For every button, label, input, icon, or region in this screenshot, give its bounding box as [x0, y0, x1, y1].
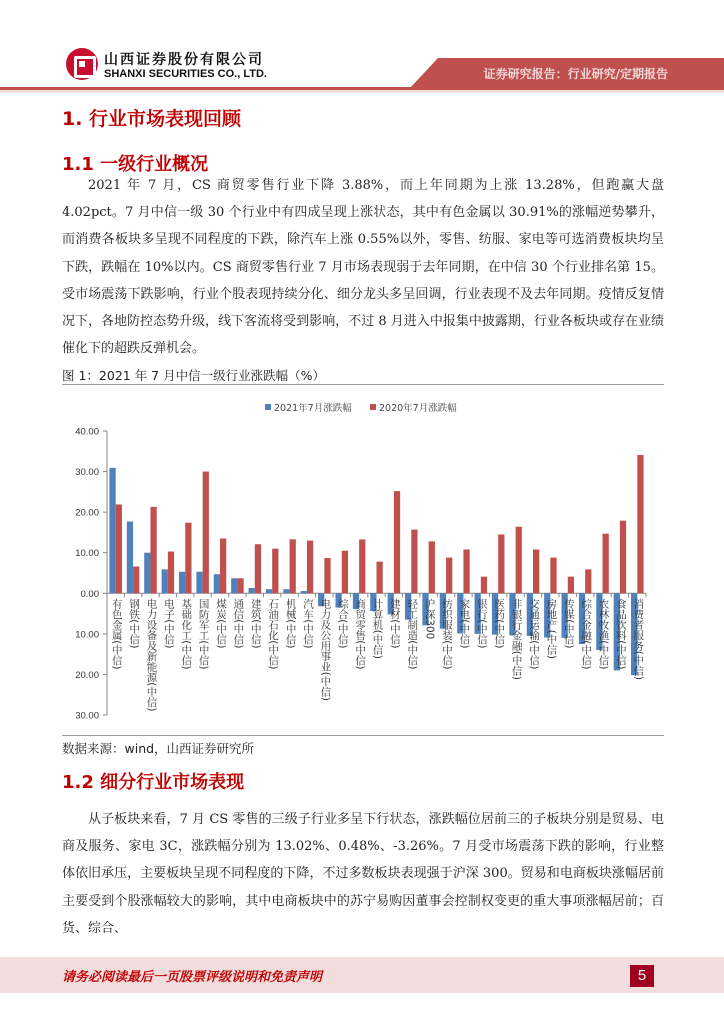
caption-divider [62, 384, 664, 385]
bar-2021 [214, 574, 220, 593]
bar-2020 [290, 539, 296, 593]
bar-2020 [307, 541, 313, 594]
x-tick-label: 计算机(中信) [371, 598, 384, 659]
figure-caption: 图 1：2021 年 7 月中信一级行业涨跌幅（%） [62, 368, 325, 383]
x-tick-label: 非银行金融(中信) [510, 598, 523, 680]
y-tick-label: 0.00 [80, 588, 99, 600]
bar-2021 [196, 572, 202, 594]
bar-2020 [568, 577, 574, 594]
y-tick-label: 20.00 [75, 507, 99, 519]
y-tick-label: 10.00 [75, 548, 99, 560]
bar-chart [0, 390, 724, 735]
bar-2020 [185, 523, 191, 594]
x-tick-label: 石油石化(中信) [267, 598, 280, 670]
x-tick-label: 银行(中信) [475, 598, 488, 649]
bar-2021 [179, 572, 185, 594]
legend-label-2020: 2020年7月涨跌幅 [379, 403, 457, 414]
bar-2020 [550, 558, 556, 594]
bar-2021 [109, 468, 115, 593]
y-tick-label: 30.00 [75, 467, 99, 479]
x-tick-label: 电力及公用事业(中信) [319, 598, 332, 701]
company-logo-icon [66, 48, 98, 80]
x-tick-label: 消费者服务(中信) [632, 598, 645, 680]
x-tick-label: 通信(中信) [232, 598, 245, 649]
bar-2020 [237, 578, 243, 593]
x-tick-label: 轻工制造(中信) [406, 598, 419, 670]
x-tick-label: 建材(中信) [388, 598, 401, 649]
x-tick-label: 纺织服装(中信) [441, 598, 454, 670]
bar-2020 [394, 491, 400, 593]
x-tick-label: 建筑(中信) [249, 598, 262, 649]
company-name-cn: 山西证券股份有限公司 [104, 52, 264, 68]
x-tick-label: 沪深300 [423, 598, 436, 640]
bar-2020 [585, 569, 591, 593]
x-tick-label: 家电(中信) [458, 598, 471, 649]
x-tick-label: 有色金属(中信) [110, 598, 123, 670]
bar-2020 [481, 577, 487, 594]
x-tick-label: 汽车(中信) [301, 598, 314, 649]
x-tick-label: 食品饮料(中信) [614, 598, 627, 670]
bar-2021 [127, 521, 133, 593]
bar-2020 [150, 507, 156, 593]
y-tick-label: 30.00 [75, 710, 99, 722]
bar-2020 [220, 539, 226, 594]
bar-2021 [249, 588, 255, 593]
x-tick-label: 农林牧渔(中信) [597, 598, 610, 670]
bar-2020 [377, 562, 383, 594]
bar-2020 [203, 472, 209, 594]
bar-2020 [255, 544, 261, 593]
x-tick-label: 医药(中信) [493, 598, 506, 649]
bar-2021 [266, 589, 272, 593]
subsection-title: 1.1 一级行业概况 [62, 154, 209, 175]
page-number: 5 [630, 965, 654, 987]
company-name-en: SHANXI SECURITIES CO., LTD. [104, 68, 267, 80]
x-tick-label: 电力设备及新能源(中信) [145, 598, 158, 712]
subsection-title: 1.2 细分行业市场表现 [62, 772, 245, 793]
bar-2020 [637, 455, 643, 593]
x-tick-label: 房地产(中信) [545, 598, 558, 659]
bar-2020 [498, 534, 504, 593]
body-paragraph: 2021 年 7 月，CS 商贸零售行业下降 3.88%，而上年同期为上涨 13.28%，但跑赢大盘 4.02pct。7 月中信一级 30 个行业中有四成呈现上涨状态，其中有色金属以 30.91%的涨幅逆势攀升，而消费各板块多呈现不同程度的下跌，除汽车上涨 0.55%以外，零售、纺服、家电等可选消费板块均呈下跌，跌幅在 10%以内。CS 商贸零售行业 7 月市场表现弱于去年同期，在中信 30 个行业排名第 15。受市场震荡下跌影响，行业个股表现持续分化、细分龙头多呈回调，行业表现不及去年同期。疫情反复情况下，各地防控态势升级，线下客流将受到影响，不过 8 月进入中报集中披露期，行业各板块或存在业绩催化下的超跌反弹机会。 [62, 178, 664, 357]
legend-label-2021: 2021年7月涨跌幅 [274, 403, 352, 414]
x-tick-label: 国防军工(中信) [197, 598, 210, 670]
bar-2020 [516, 527, 522, 594]
x-tick-label: 基础化工(中信) [180, 598, 193, 670]
x-tick-label: 综合金融(中信) [580, 598, 593, 670]
bar-2020 [168, 551, 174, 593]
bar-2020 [272, 549, 278, 594]
bar-2020 [324, 558, 330, 593]
chart-legend [265, 402, 457, 414]
y-tick-label: 20.00 [75, 669, 99, 681]
bar-2020 [429, 541, 435, 593]
bar-2020 [342, 551, 348, 594]
bar-2021 [144, 553, 150, 594]
bar-2020 [116, 504, 122, 593]
x-tick-label: 综合(中信) [336, 598, 349, 649]
x-tick-label: 钢铁(中信) [128, 598, 141, 649]
bar-2020 [359, 539, 365, 593]
legend-swatch-2021 [265, 404, 271, 410]
bar-2021 [301, 591, 307, 593]
legend-swatch-2020 [370, 404, 376, 410]
x-tick-label: 交通运输(中信) [527, 598, 540, 670]
x-tick-label: 电子(中信) [162, 598, 175, 649]
x-tick-label: 煤炭(中信) [215, 598, 228, 649]
body-paragraph: 从子板块来看，7 月 CS 零售的三级子行业多呈下行状态，涨跌幅位居前三的子板块分别是贸易、电商及服务、家电 3C，涨跌幅分别为 13.02%、0.48%、-3.26%。7 月受市场震荡下跌的影响，行业整体依旧承压，主要板块呈现不同程度的下降，不过多数板块表现强于沪深 300。贸易和电商板块涨幅居前主要受到个股涨幅较大的影响，其中电商板块中的苏宁易购因董事会控制权变更的重大事项涨幅居前；百货、综合、 [62, 812, 664, 936]
report-type: 证券研究报告：行业研究/定期报告 [483, 67, 668, 81]
bar-2020 [620, 521, 626, 594]
bar-2020 [463, 549, 469, 593]
bar-2020 [446, 558, 452, 594]
bar-2020 [133, 567, 139, 594]
x-tick-label: 商贸零售(中信) [354, 598, 367, 670]
y-tick-label: 10.00 [75, 629, 99, 641]
disclaimer-notice: 请务必阅读最后一页股票评级说明和免责声明 [62, 970, 323, 985]
bar-2021 [231, 578, 237, 593]
header-divider-light [0, 90, 724, 93]
y-tick-label: 40.00 [75, 426, 99, 438]
source-divider [62, 735, 664, 736]
bar-2021 [162, 569, 168, 593]
bar-2020 [411, 530, 417, 594]
figure-source: 数据来源：wind，山西证券研究所 [62, 741, 255, 756]
x-tick-label: 机械(中信) [284, 598, 297, 649]
bar-2020 [533, 549, 539, 593]
bar-2021 [283, 589, 289, 593]
bar-2020 [603, 534, 609, 594]
section-title: 1. 行业市场表现回顾 [62, 108, 242, 130]
x-tick-label: 传媒(中信) [562, 598, 575, 649]
